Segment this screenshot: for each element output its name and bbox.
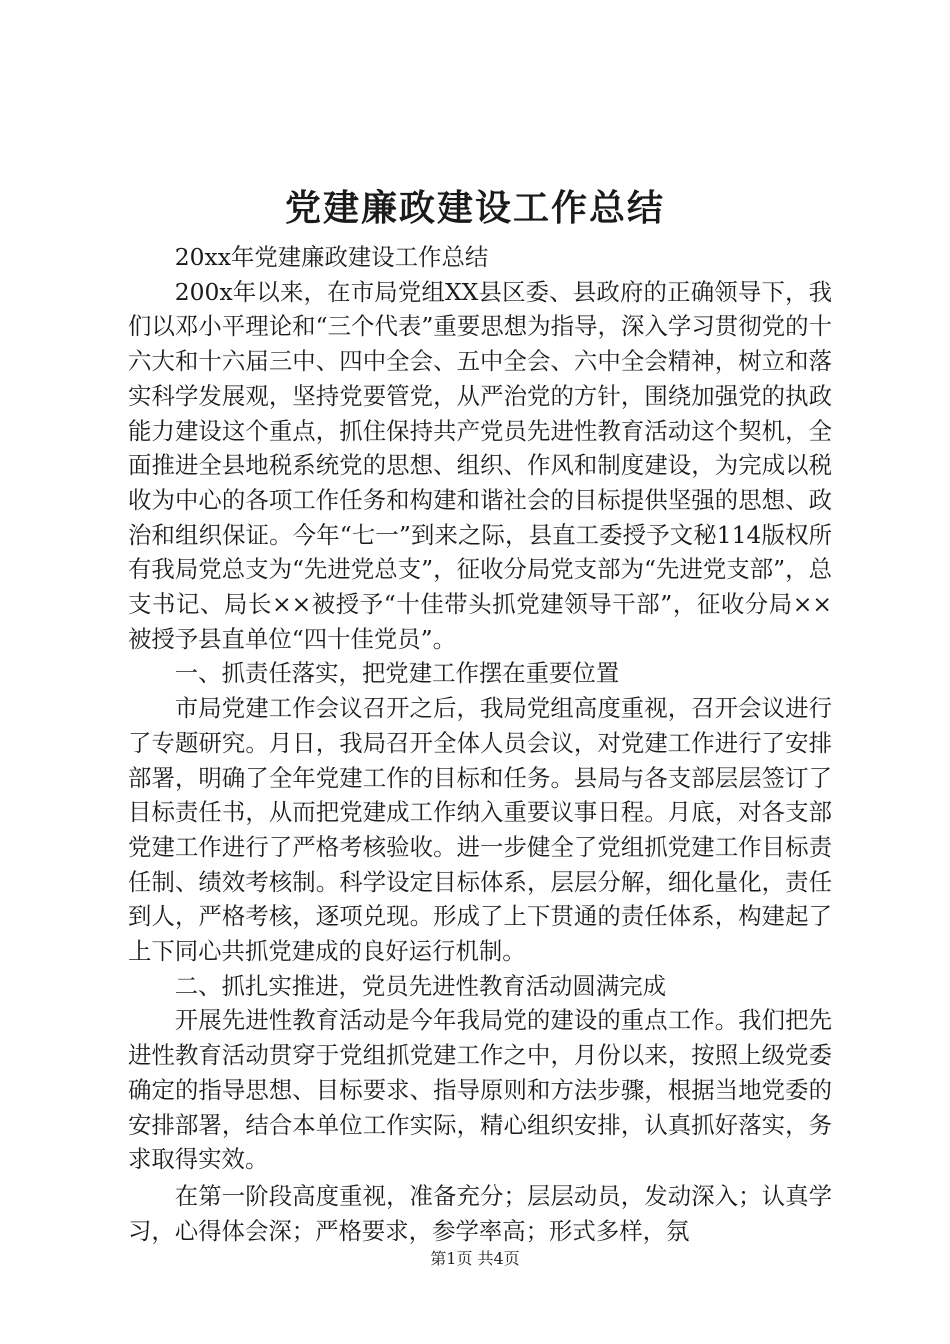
section-heading-1: 一、抓责任落实，把党建工作摆在重要位置	[174, 659, 620, 688]
page-footer: 第1页 共4页	[430, 1249, 520, 1268]
paragraph-subtitle: 20xx年党建廉政建设工作总结	[174, 243, 489, 271]
paragraph-section-2: 开展先进性教育活动是今年我局党的建设的重点工作。我们把先进性教育活动贯穿于党组抓党建工作之中，月份以来，按照上级党委确定的指导思想、目标要求、指导原则和方法步骤，根据当地党委的安排部署，结合本单位工作实际，精心组织安排，认真抓好落实，务求取得实效。	[128, 1006, 832, 1174]
paragraph-section-1: 市局党建工作会议召开之后，我局党组高度重视，召开会议进行了专题研究。月日，我局召开全体人员会议，对党建工作进行了安排部署，明确了全年党建工作的目标和任务。县局与各支部层层签订了目标责任书，从而把党建成工作纳入重要议事日程。月底，对各支部党建工作进行了严格考核验收。进一步健全了党组抓党建工作目标责任制、绩效考核制。科学设定目标体系，层层分解，细化量化，责任到人，严格考核，逐项兑现。形成了上下贯通的责任体系，构建起了上下同心共抓党建成的良好运行机制。	[128, 694, 832, 966]
document-body	[128, 240, 832, 1248]
document-title: 党建廉政建设工作总结	[284, 187, 665, 229]
paragraph-intro: 200x年以来，在市局党组XX县区委、县政府的正确领导下，我们以邓小平理论和“三个代表”重要思想为指导，深入学习贯彻党的十六大和十六届三中、四中全会、五中全会、六中全会精神，树立和落实科学发展观，坚持党要管党，从严治党的方针，围绕加强党的执政能力建设这个重点，抓住保持共产党员先进性教育活动这个契机，全面推进全县地税系统党的思想、组织、作风和制度建设，为完成以税收为中心的各项工作任务和构建和谐社会的目标提供坚强的思想、政治和组织保证。今年“七一”到来之际，县直工委授予文秘114版权所有我局党总支为“先进党总支”，征收分局党支部为“先进党支部”，总支书记、局长××被授予“十佳带头抓党建领导干部”，征收分局××被授予县直单位“四十佳党员”。	[128, 277, 832, 653]
section-heading-2: 二、抓扎实推进，党员先进性教育活动圆满完成	[174, 971, 666, 1000]
paragraph-stage-1: 在第一阶段高度重视，准备充分；层层动员，发动深入；认真学习，心得体会深；严格要求，参学率高；形式多样，氛	[128, 1181, 832, 1245]
